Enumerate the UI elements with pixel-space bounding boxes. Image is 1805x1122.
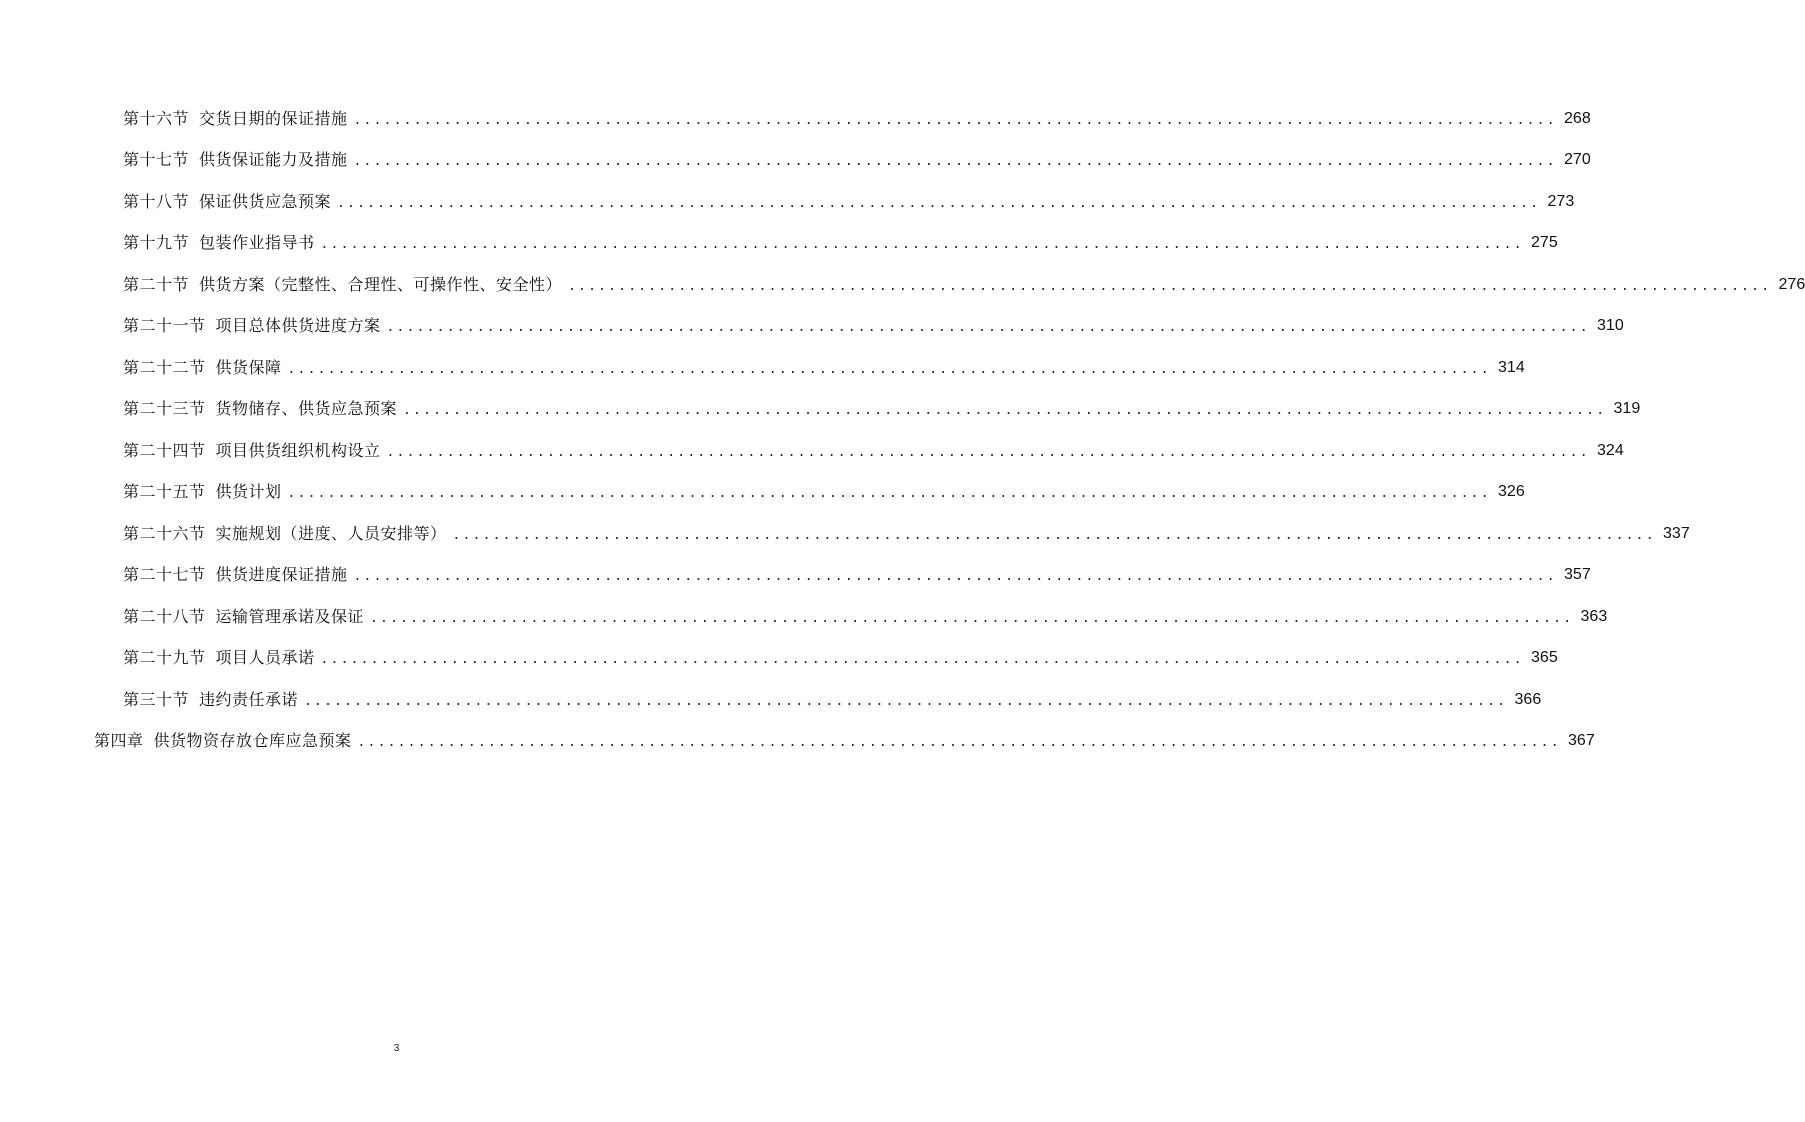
toc-entry-section-30[interactable] [0, 679, 1542, 721]
toc-entry-number: 第十九节 [123, 233, 190, 253]
toc-dot-leader: ........................................................................................................................ [287, 486, 1491, 502]
toc-entry-section-20[interactable] [0, 264, 1805, 306]
toc-entry-title: 项目人员承诺 [215, 648, 315, 668]
toc-entry-section-23[interactable] [0, 389, 1641, 431]
toc-entry-page: 270 [1564, 151, 1591, 169]
toc-entry-title: 违约责任承诺 [199, 689, 299, 709]
toc-entry-section-21[interactable] [0, 306, 1624, 348]
toc-entry-title: 供货物资存放仓库应急预案 [153, 731, 352, 751]
toc-entry-number: 第二十九节 [123, 648, 206, 668]
toc-entry-section-17[interactable] [0, 140, 1591, 182]
toc-dot-leader: ........................................................................................................................ [320, 652, 1524, 668]
toc-entry-page: 326 [1498, 483, 1525, 501]
toc-entry-page: 357 [1564, 566, 1591, 584]
toc-dot-leader: ........................................................................................................................ [452, 527, 1656, 543]
toc-dot-leader: ........................................................................................................................ [403, 403, 1607, 419]
toc-entry-chapter-4[interactable] [0, 721, 1595, 763]
toc-entry-page: 268 [1564, 109, 1591, 127]
toc-dot-leader: ........................................................................................................................ [353, 569, 1557, 585]
toc-entry-page: 324 [1597, 441, 1624, 459]
toc-entry-page: 273 [1547, 192, 1575, 210]
toc-entry-page: 365 [1531, 649, 1558, 667]
toc-entry-section-24[interactable] [0, 430, 1624, 472]
toc-entry-title: 实施规划（进度、人员安排等） [215, 523, 447, 543]
toc-entry-page: 366 [1514, 690, 1542, 708]
toc-entry-page: 363 [1580, 607, 1608, 625]
toc-entry-number: 第二十三节 [123, 399, 206, 419]
toc-dot-leader: ........................................................................................................................ [386, 320, 1590, 336]
toc-entry-section-26[interactable] [0, 513, 1690, 555]
toc-entry-page: 337 [1663, 524, 1690, 542]
toc-dot-leader: ........................................................................................................................ [337, 195, 1541, 211]
toc-entry-page: 367 [1568, 732, 1595, 750]
toc-dot-leader: ........................................................................................................................ [568, 278, 1772, 294]
toc-entry-title: 供货进度保证措施 [215, 565, 348, 585]
toc-entry-title: 项目总体供货进度方案 [215, 316, 381, 336]
toc-dot-leader: ........................................................................................................................ [353, 112, 1557, 128]
toc-entry-title: 包装作业指导书 [199, 233, 315, 253]
toc-entry-number: 第十七节 [123, 150, 190, 170]
toc-entry-number: 第二十六节 [123, 523, 206, 543]
toc-entry-title: 供货计划 [215, 482, 282, 502]
toc-entry-section-28[interactable] [0, 596, 1608, 638]
toc-dot-leader: ........................................................................................................................ [386, 444, 1590, 460]
toc-entry-number: 第四章 [94, 731, 144, 751]
toc-entry-number: 第二十节 [123, 274, 190, 294]
toc-entry-title: 项目供货组织机构设立 [215, 440, 381, 460]
toc-entry-number: 第二十一节 [123, 316, 206, 336]
toc-entry-section-19[interactable] [0, 223, 1558, 265]
toc-dot-leader: ........................................................................................................................ [370, 610, 1574, 626]
toc-entry-title: 供货保障 [215, 357, 282, 377]
toc-entry-number: 第十八节 [123, 191, 190, 211]
toc-entry-title: 供货方案（完整性、合理性、可操作性、安全性） [199, 274, 563, 294]
toc-dot-leader: ........................................................................................................................ [287, 361, 1491, 377]
toc-entry-page: 275 [1531, 234, 1558, 252]
toc-entry-number: 第二十七节 [123, 565, 206, 585]
toc-entry-page: 310 [1597, 317, 1624, 335]
toc-entry-number: 第十六节 [123, 108, 190, 128]
toc-dot-leader: ........................................................................................................................ [320, 237, 1524, 253]
toc-entry-title: 货物储存、供货应急预案 [215, 399, 398, 419]
toc-dot-leader: ........................................................................................................................ [353, 154, 1557, 170]
toc-entry-title: 交货日期的保证措施 [199, 108, 348, 128]
toc-entry-number: 第二十五节 [123, 482, 206, 502]
toc-entry-section-22[interactable] [0, 347, 1525, 389]
table-of-contents [0, 98, 1805, 762]
toc-entry-section-18[interactable] [0, 181, 1575, 223]
toc-dot-leader: ........................................................................................................................ [357, 735, 1561, 751]
toc-entry-page: 276 [1778, 275, 1805, 293]
toc-entry-title: 保证供货应急预案 [199, 191, 332, 211]
toc-entry-number: 第二十四节 [123, 440, 206, 460]
toc-entry-title: 运输管理承诺及保证 [215, 606, 365, 626]
toc-entry-section-27[interactable] [0, 555, 1591, 597]
toc-entry-section-29[interactable] [0, 638, 1558, 680]
toc-entry-title: 供货保证能力及措施 [199, 150, 348, 170]
toc-entry-number: 第二十二节 [123, 357, 206, 377]
toc-entry-section-16[interactable] [0, 98, 1591, 140]
toc-entry-number: 第二十八节 [123, 606, 206, 626]
toc-entry-section-25[interactable] [0, 472, 1525, 514]
page-number: 3 [393, 1043, 400, 1054]
toc-entry-number: 第三十节 [123, 689, 190, 709]
toc-entry-page: 314 [1498, 358, 1525, 376]
toc-dot-leader: ........................................................................................................................ [304, 693, 1508, 709]
toc-entry-page: 319 [1613, 400, 1641, 418]
